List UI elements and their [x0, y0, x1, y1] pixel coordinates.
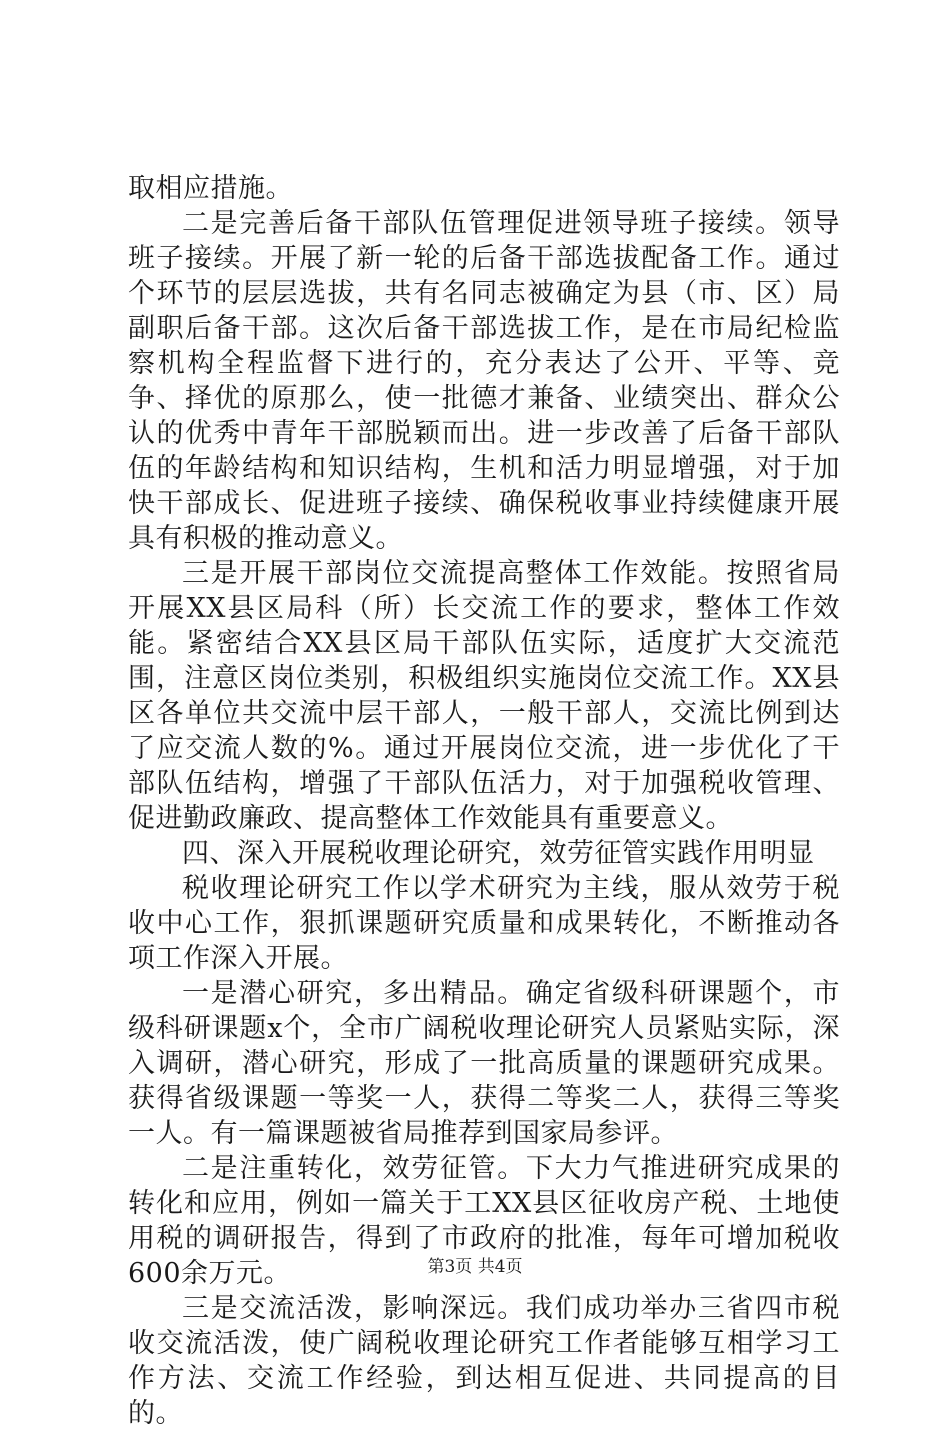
paragraph: 二是完善后备干部队伍管理促进领导班子接续。领导班子接续。开展了新一轮的后备干部选拔配备工作。通过个环节的层层选拔，共有名同志被确定为县（市、区）局副职后备干部。这次后备干部选拔工作，是在市局纪检监察机构全程监督下进行的，充分表达了公开、平等、竞争、择优的原那么，使一批德才兼备、业绩突出、群众公认的优秀中青年干部脱颖而出。进一步改善了后备干部队伍的年龄结构和知识结构，生机和活力明显增强，对于加快干部成长、促进班子接续、确保税收事业持续健康开展具有积极的推动意义。 [128, 208, 840, 554]
paragraph: 一是潜心研究，多出精品。确定省级科研课题个，市级科研课题x个，全市广阔税收理论研究人员紧贴实际，深入调研，潜心研究，形成了一批高质量的课题研究成果。获得省级课题一等奖一人，获得二等奖二人，获得三等奖一人。有一篇课题被省局推荐到国家局参评。 [128, 978, 840, 1149]
section-heading: 四、深入开展税收理论研究，效劳征管实践作用明显 [182, 838, 815, 869]
paragraph: 取相应措施。 [128, 173, 293, 204]
paragraph: 三是交流活泼，影响深远。我们成功举办三省四市税收交流活泼，使广阔税收理论研究工作者能够互相学习工作方法、交流工作经验，到达相互促进、共同提高的目的。 [128, 1293, 840, 1429]
page-number: 第3页 共4页 [427, 1257, 523, 1277]
paragraph: 税收理论研究工作以学术研究为主线，服从效劳于税收中心工作，狠抓课题研究质量和成果转化，不断推动各项工作深入开展。 [128, 873, 840, 974]
paragraph: 三是开展干部岗位交流提高整体工作效能。按照省局开展XX县区局科（所）长交流工作的要求，整体工作效能。紧密结合XX县区局干部队伍实际，适度扩大交流范围，注意区岗位类别，积极组织实施岗位交流工作。XX县区各单位共交流中层干部人，一般干部人，交流比例到达了应交流人数的%。通过开展岗位交流，进一步优化了干部队伍结构，增强了干部队伍活力，对于加强税收管理、促进勤政廉政、提高整体工作效能具有重要意义。 [128, 558, 840, 834]
paragraph: 二是注重转化，效劳征管。下大力气推进研究成果的转化和应用，例如一篇关于工XX县区征收房产税、土地使用税的调研报告，得到了市政府的批准，每年可增加税收600余万元。 [128, 1153, 840, 1289]
document-body [128, 171, 840, 1431]
page-footer [0, 1252, 950, 1277]
